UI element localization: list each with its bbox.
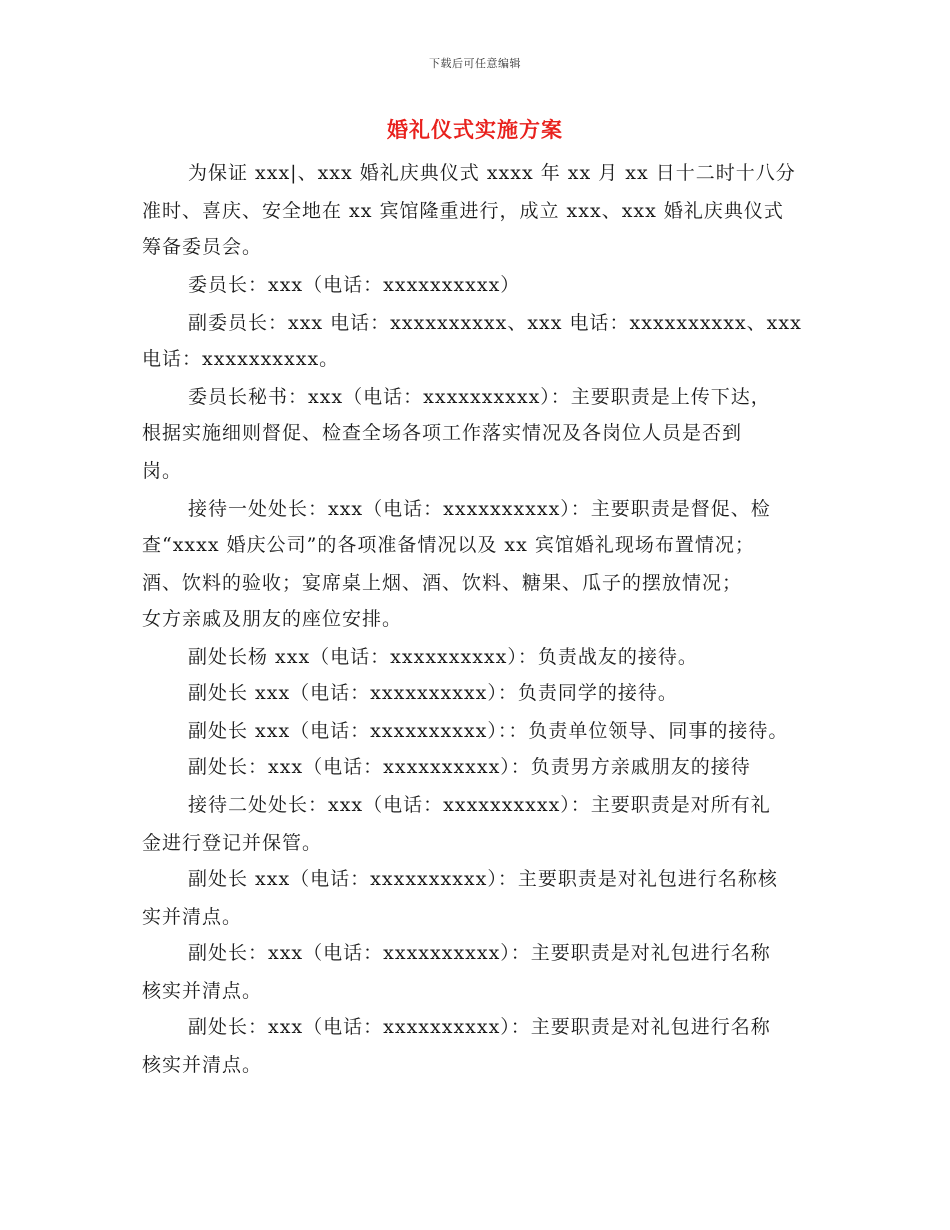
body-line: 接待二处处长：xxx（电话：xxxxxxxxxx）：主要职责是对所有礼 — [188, 794, 771, 816]
body-line: 副委员长：xxx 电话：xxxxxxxxxx、xxx 电话：xxxxxxxxxx、xxx — [188, 312, 802, 334]
body-line: 实并清点。 — [142, 906, 243, 928]
body-line: 副处长杨 xxx（电话：xxxxxxxxxx）：负责战友的接待。 — [188, 646, 698, 668]
body-line: 副处长：xxx（电话：xxxxxxxxxx）：主要职责是对礼包进行名称 — [188, 1016, 771, 1038]
body-line: 委员长秘书：xxx（电话：xxxxxxxxxx）：主要职责是上传下达， — [188, 386, 771, 408]
body-line: 核实并清点。 — [142, 980, 263, 1002]
body-line: 副处长 xxx（电话：xxxxxxxxxx）：负责同学的接待。 — [188, 682, 678, 704]
body-line: 根据实施细则督促、检查全场各项工作落实情况及各岗位人员是否到 — [142, 422, 743, 444]
body-line: 副处长 xxx（电话：xxxxxxxxxx）：：负责单位领导、同事的接待。 — [188, 720, 789, 742]
body-line: 岗。 — [142, 460, 183, 482]
body-line: 委员长：xxx（电话：xxxxxxxxxx） — [188, 274, 521, 296]
body-line: 女方亲戚及朋友的座位安排。 — [142, 608, 403, 630]
body-line: 副处长：xxx（电话：xxxxxxxxxx）：主要职责是对礼包进行名称 — [188, 942, 771, 964]
body-line: 副处长 xxx（电话：xxxxxxxxxx）：主要职责是对礼包进行名称核 — [188, 868, 778, 890]
document-title: 婚礼仪式实施方案 — [387, 117, 563, 142]
body-line: 准时、喜庆、安全地在 xx 宾馆隆重进行，成立 xxx、xxx 婚礼庆典仪式 — [142, 200, 784, 222]
body-line: 金进行登记并保管。 — [142, 832, 323, 854]
body-line: 为保证 xxx|、xxx 婚礼庆典仪式 xxxx 年 xx 月 xx 日十二时十八分 — [188, 162, 796, 184]
body-line: 接待一处处长：xxx（电话：xxxxxxxxxx）：主要职责是督促、检 — [188, 498, 771, 520]
body-line: 筹备委员会。 — [142, 236, 263, 258]
body-line: 电话：xxxxxxxxxx。 — [142, 348, 340, 370]
body-line: 酒、饮料的验收；宴席桌上烟、酒、饮料、糖果、瓜子的摆放情况； — [142, 572, 743, 594]
header-note: 下载后可任意编辑 — [429, 57, 521, 70]
body-line: 查“xxxx 婚庆公司”的各项准备情况以及 xx 宾馆婚礼现场布置情况； — [142, 534, 755, 556]
body-line: 核实并清点。 — [142, 1054, 263, 1076]
body-line: 副处长：xxx（电话：xxxxxxxxxx）：负责男方亲戚朋友的接待 — [188, 756, 751, 778]
